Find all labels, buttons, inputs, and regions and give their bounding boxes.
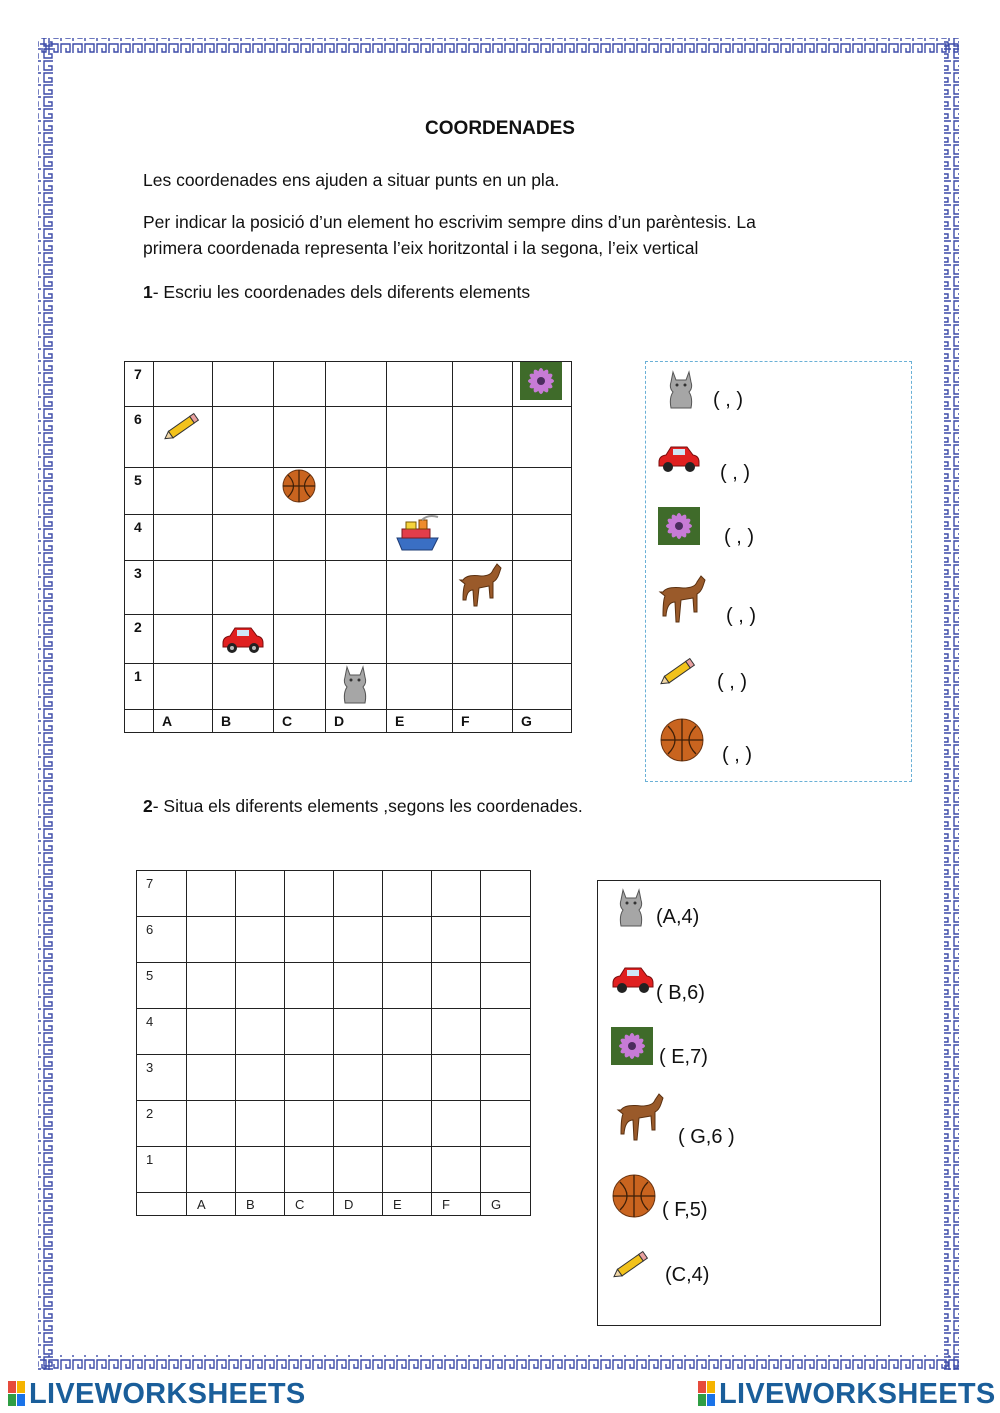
y-label: 6 [137,917,187,963]
grid-cell[interactable] [334,1101,383,1147]
car-icon [221,622,265,656]
pencil-icon [164,409,202,443]
grid-cell[interactable] [285,1147,334,1193]
grid-cell[interactable] [187,1101,236,1147]
grid-cell[interactable] [236,1147,285,1193]
dog-icon [457,560,505,614]
answer-blank-ball[interactable]: ( , ) [722,744,752,766]
y-label: 3 [125,561,154,615]
grid-cell[interactable] [383,1147,432,1193]
x-label: G [481,1193,531,1216]
x-label: E [387,710,453,733]
intro-rule-line-2: primera coordenada representa l’eix horitzontal i la segona, l’eix vertical [143,238,699,258]
car-icon [657,441,701,475]
grid-cell[interactable] [383,917,432,963]
y-label: 7 [125,362,154,407]
pencil-icon [660,655,698,687]
answer-blank-cat[interactable]: ( , ) [713,389,743,411]
x-label: B [213,710,274,733]
flower-icon [658,507,700,545]
grid-cell[interactable] [236,1101,285,1147]
cat-icon [665,368,697,410]
y-label: 7 [137,871,187,917]
y-label: 2 [125,615,154,664]
ball-icon [282,469,316,503]
grid-cell[interactable] [481,871,531,917]
grid-cell[interactable] [236,871,285,917]
grid-cell[interactable] [334,1147,383,1193]
grid-cell[interactable] [334,917,383,963]
y-label: 6 [125,407,154,468]
intro-rule-line-1: Per indicar la posició d’un element ho escrivim sempre dins d’un parèntesis. La [143,212,756,232]
cat-icon [339,663,371,707]
x-label: D [326,710,387,733]
x-label: G [513,710,572,733]
liveworksheets-logo-icon [698,1381,716,1407]
grid-cell[interactable] [236,917,285,963]
grid-cell[interactable] [285,1009,334,1055]
target-coord-car: ( B,6) [656,982,705,1004]
grid-cell[interactable] [481,963,531,1009]
grid-cell[interactable] [187,1055,236,1101]
grid-cell[interactable] [432,917,481,963]
grid-cell[interactable] [187,1147,236,1193]
y-label: 4 [125,515,154,561]
y-label: 2 [137,1101,187,1147]
grid-cell[interactable] [334,871,383,917]
grid-cell[interactable] [334,963,383,1009]
y-label: 5 [137,963,187,1009]
target-coord-pencil: (C,4) [665,1264,710,1286]
coordinate-grid-2 [136,870,531,1216]
x-label: A [154,710,213,733]
grid-cell[interactable] [285,1055,334,1101]
y-label: 1 [137,1147,187,1193]
grid-cell[interactable] [285,963,334,1009]
grid-cell[interactable] [481,1101,531,1147]
ball-icon [660,718,704,762]
grid-cell[interactable] [383,1055,432,1101]
grid-cell[interactable] [432,1009,481,1055]
pencil-icon[interactable] [613,1248,651,1280]
grid-cell[interactable] [236,963,285,1009]
grid-cell[interactable] [334,1009,383,1055]
answer-blank-car[interactable]: ( , ) [720,462,750,484]
grid-cell[interactable] [481,1147,531,1193]
grid-cell[interactable] [432,1101,481,1147]
target-coord-cat: (A,4) [656,906,700,928]
y-label: 3 [137,1055,187,1101]
x-label: A [187,1193,236,1216]
flower-icon[interactable] [611,1027,653,1065]
grid-cell[interactable] [285,1101,334,1147]
grid-cell[interactable] [285,871,334,917]
y-label: 1 [125,664,154,710]
grid-cell[interactable] [236,1055,285,1101]
grid-cell[interactable] [481,1009,531,1055]
y-label: 5 [125,468,154,515]
grid-cell[interactable] [481,1055,531,1101]
x-label: B [236,1193,285,1216]
grid-cell[interactable] [383,1009,432,1055]
x-label: C [274,710,326,733]
target-coord-dog: ( G,6 ) [678,1126,735,1148]
ship-icon [394,514,442,554]
liveworksheets-logo-icon [8,1381,26,1407]
x-label: C [285,1193,334,1216]
grid-cell[interactable] [187,917,236,963]
answer-blank-flower[interactable]: ( , ) [724,526,754,548]
grid-cell[interactable] [481,917,531,963]
flower-icon [520,362,562,400]
exercise-2-heading: 2- Situa els diferents elements ,segons les coordenades. [143,796,583,816]
answer-blank-pencil[interactable]: ( , ) [717,671,747,693]
y-label: 4 [137,1009,187,1055]
cat-icon[interactable] [615,886,647,930]
x-label: F [432,1193,481,1216]
grid-cell[interactable] [432,1055,481,1101]
grid-cell[interactable] [334,1055,383,1101]
grid-cell[interactable] [383,963,432,1009]
dog-icon [657,572,713,628]
target-coord-flower: ( E,7) [659,1046,708,1068]
intro-text: Les coordenades ens ajuden a situar punts en un pla. [143,170,560,190]
grid-cell[interactable] [432,963,481,1009]
grid-cell[interactable] [383,1101,432,1147]
target-coord-ball: ( F,5) [662,1199,708,1221]
exercise-1-heading: 1- Escriu les coordenades dels diferents elements [143,282,531,302]
grid-cell[interactable] [236,1009,285,1055]
grid-cell[interactable] [432,1147,481,1193]
dog-icon[interactable] [615,1090,671,1146]
grid-cell[interactable] [383,871,432,917]
answer-blank-dog[interactable]: ( , ) [726,605,756,627]
ball-icon[interactable] [612,1174,656,1218]
footer-logo-right[interactable]: LIVEWORKSHEETS [698,1378,996,1411]
page-title: COORDENADES [425,118,575,139]
footer-logo-left[interactable]: LIVEWORKSHEETS [8,1378,306,1411]
grid-cell[interactable] [285,917,334,963]
grid-cell[interactable] [187,1009,236,1055]
grid-cell[interactable] [432,871,481,917]
grid-cell[interactable] [187,963,236,1009]
x-label: F [453,710,513,733]
x-label: E [383,1193,432,1216]
grid-cell[interactable] [187,871,236,917]
x-label: D [334,1193,383,1216]
car-icon[interactable] [611,962,655,996]
